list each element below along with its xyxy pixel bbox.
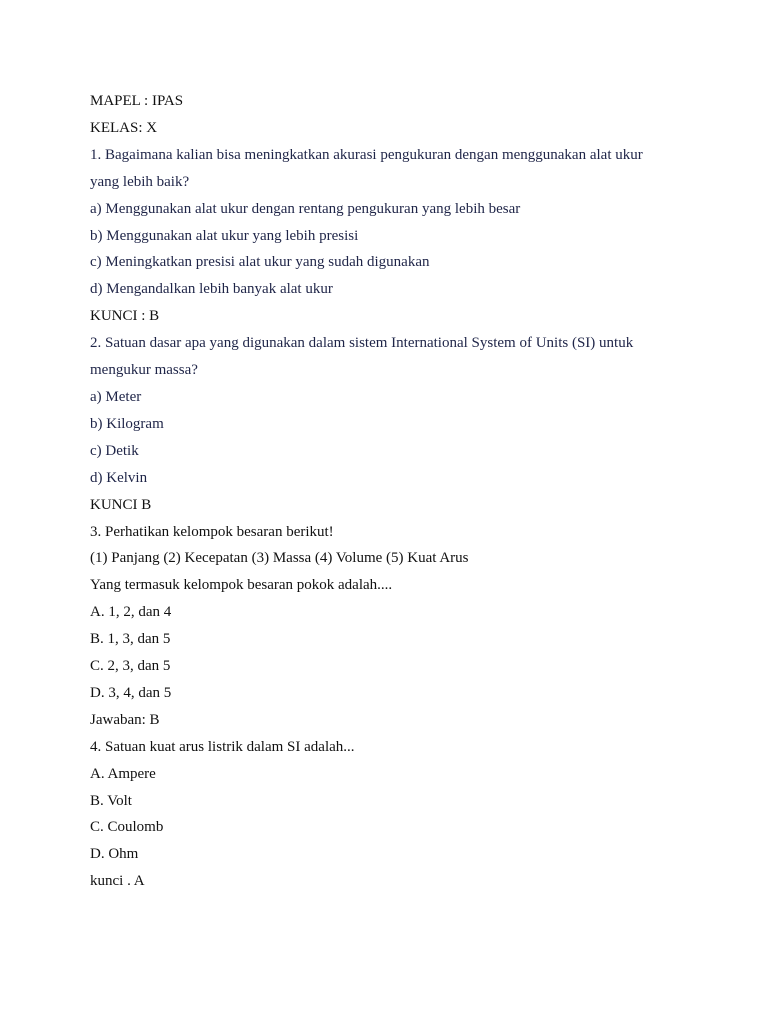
answer-option: c) Meningkatkan presisi alat ukur yang sudah digunakan — [90, 254, 430, 271]
answer-option: b) Menggunakan alat ukur yang lebih presisi — [90, 227, 359, 244]
answer-option: C. 2, 3, dan 5 — [90, 658, 171, 675]
document-page — [90, 88, 680, 895]
subject-line: MAPEL : IPAS — [90, 93, 184, 109]
answer-key: Jawaban: B — [90, 711, 160, 728]
question-text: yang lebih baik? — [90, 173, 190, 190]
question-text: 4. Satuan kuat arus listrik dalam SI adalah... — [90, 738, 355, 755]
answer-option: A. 1, 2, dan 4 — [90, 604, 172, 621]
answer-option: B. 1, 3, dan 5 — [90, 631, 171, 648]
question-text: mengukur massa? — [90, 362, 198, 379]
answer-option: a) Menggunakan alat ukur dengan rentang pengukuran yang lebih besar — [90, 200, 521, 217]
class-line: KELAS: X — [90, 119, 158, 136]
answer-option: c) Detik — [90, 442, 139, 459]
question-block-4 — [90, 734, 680, 895]
answer-key: KUNCI : B — [90, 308, 160, 325]
question-block-2 — [90, 330, 680, 518]
answer-option: A. Ampere — [90, 765, 156, 782]
answer-key: KUNCI B — [90, 496, 152, 513]
answer-option: D. Ohm — [90, 846, 139, 863]
question-block-1 — [90, 142, 680, 330]
answer-option: d) Kelvin — [90, 469, 148, 486]
question-text: Yang termasuk kelompok besaran pokok adalah.... — [90, 577, 393, 594]
answer-option: a) Meter — [90, 388, 142, 405]
answer-option: C. Coulomb — [90, 819, 164, 836]
question-text: 2. Satuan dasar apa yang digunakan dalam sistem International System of Units (SI) untuk — [90, 335, 634, 352]
answer-option: B. Volt — [90, 792, 132, 809]
question-text: (1) Panjang (2) Kecepatan (3) Massa (4) Volume (5) Kuat Arus — [90, 550, 469, 567]
answer-key: kunci . A — [90, 873, 145, 890]
question-text: 1. Bagaimana kalian bisa meningkatkan akurasi pengukuran dengan menggunakan alat ukur — [90, 146, 643, 163]
answer-option: b) Kilogram — [90, 415, 164, 432]
answer-option: d) Mengandalkan lebih banyak alat ukur — [90, 281, 333, 298]
answer-option: D. 3, 4, dan 5 — [90, 684, 172, 701]
question-block-3 — [90, 519, 680, 734]
question-text: 3. Perhatikan kelompok besaran berikut! — [90, 523, 334, 540]
